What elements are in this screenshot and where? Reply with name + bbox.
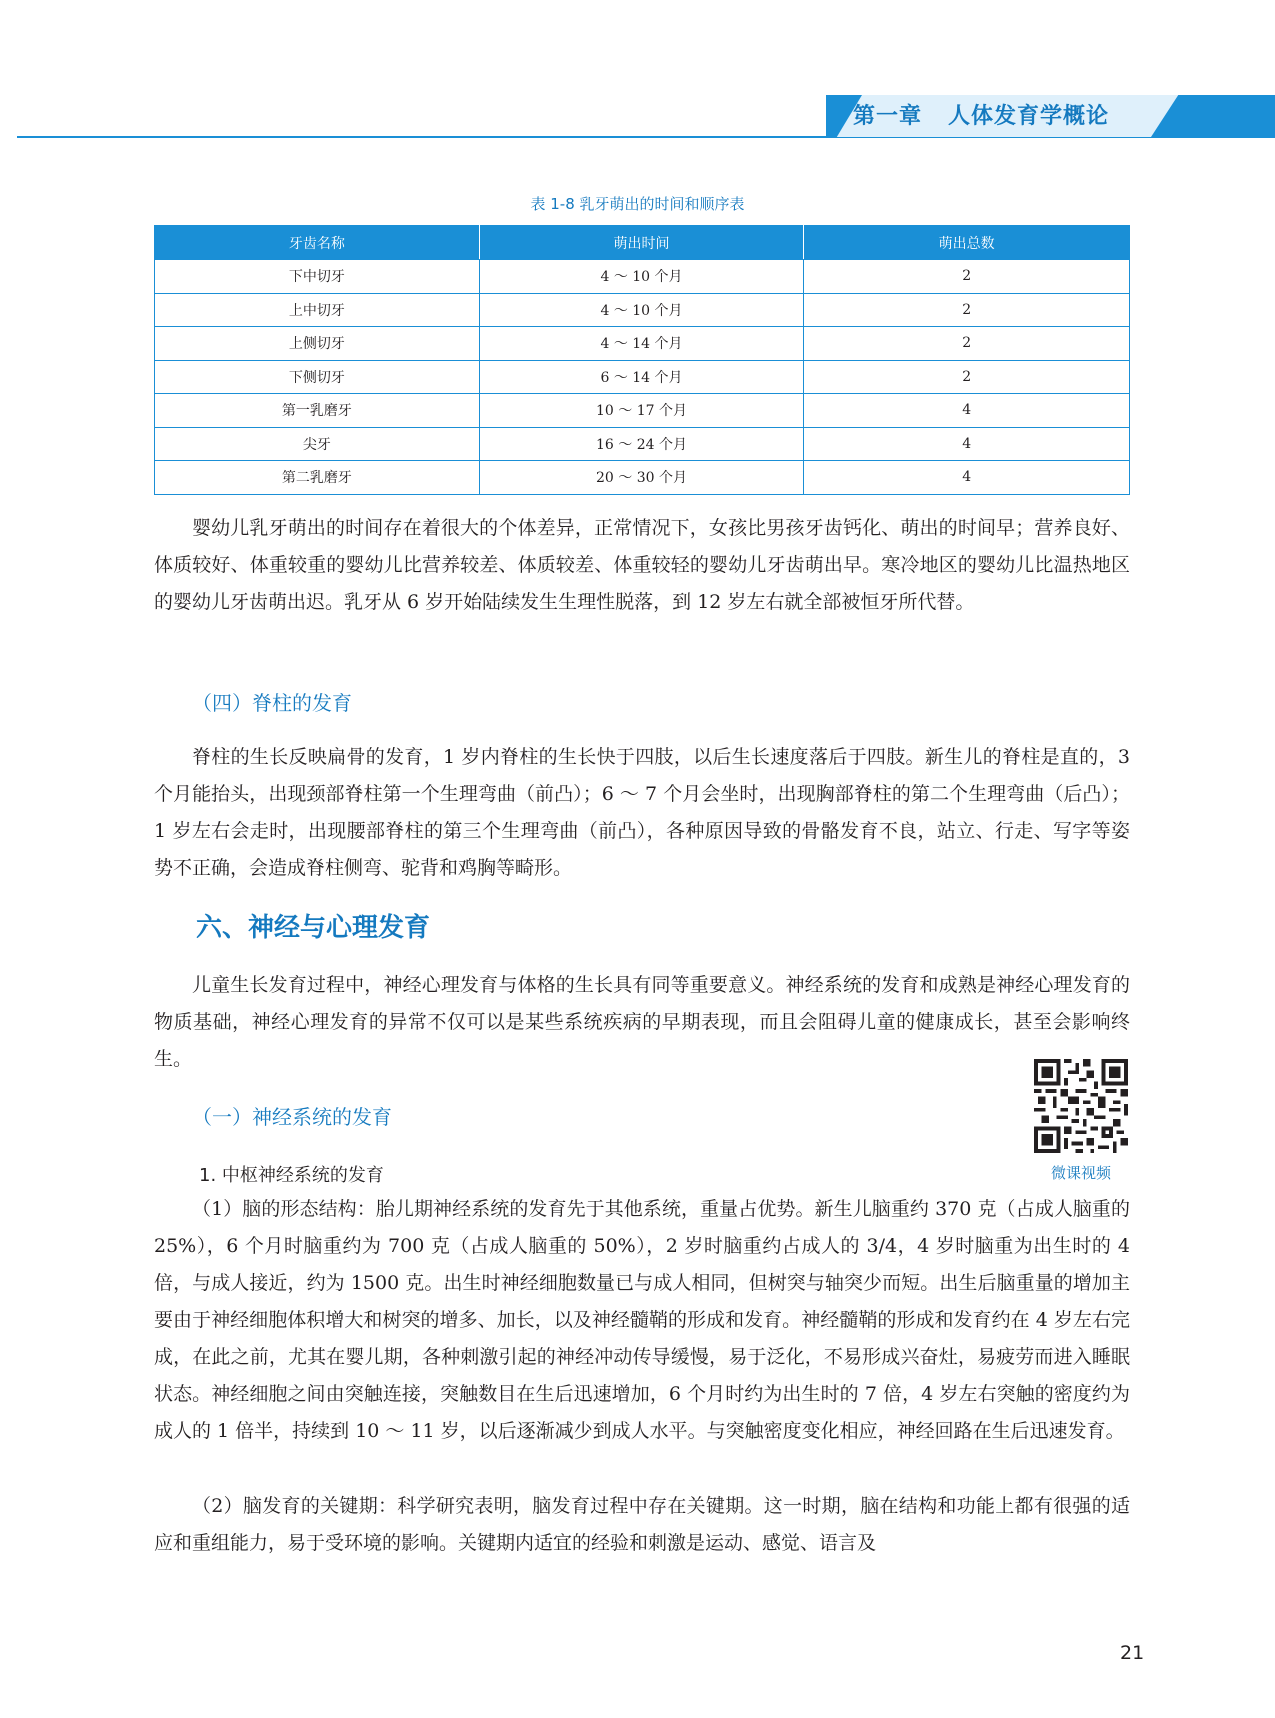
subheading-spine: （四）脊柱的发育: [192, 691, 352, 715]
table-row: [155, 360, 1130, 394]
table-row: [155, 260, 1130, 294]
eruption-count-cell: 2: [804, 360, 1130, 394]
eruption-time-cell: 4 ～ 10 个月: [479, 260, 804, 294]
eruption-count-cell: 4: [804, 461, 1130, 495]
paragraph-critical-period: （2）脑发育的关键期：科学研究表明，脑发育过程中存在关键期。这一时期，脑在结构和功能上都有很强的适应和重组能力，易于受环境的影响。关键期内适宜的经验和刺激是运动、感觉、语言及: [154, 1495, 1130, 1554]
column-header: 萌出总数: [804, 226, 1130, 260]
eruption-time-cell: 20 ～ 30 个月: [479, 461, 804, 495]
qr-label: 微课视频: [1050, 1164, 1111, 1182]
table-row: [155, 394, 1130, 428]
teeth-eruption-table: [154, 225, 1130, 495]
table-row: [155, 427, 1130, 461]
paragraph-brain-structure: （1）脑的形态结构：胎儿期神经系统的发育先于其他系统，重量占优势。新生儿脑重约 370 克（占成人脑重的 25%），6 个月时脑重约为 700 克（占成人脑重的 50%），2 岁时脑重约占成人的 3/4，4 岁时脑重为出生时的 4 倍，与成人接近，约为 1500 克。出生时神经细胞数量已与成人相同，但树突与轴突少而短。出生后脑重量的增加主要由于神经细胞体积增大和树突的增多、加长，以及神经髓鞘的形成和发育。神经髓鞘的形成和发育约在 4 岁左右完成，在此之前，尤其在婴儿期，各种刺激引起的神经冲动传导缓慢，易于泛化，不易形成兴奋灶，易疲劳而进入睡眠状态。神经细胞之间由突触连接，突触数目在生后迅速增加，6 个月时约为出生时的 7 倍，4 岁左右突触的密度约为成人的 1 倍半，持续到 10 ～ 11 岁，以后逐渐减少到成人水平。与突触密度变化相应，神经回路在生后迅速发育。: [154, 1198, 1130, 1442]
tooth-name-cell: 第二乳磨牙: [155, 461, 480, 495]
chapter-tab-end: [1151, 95, 1275, 137]
eruption-time-cell: 6 ～ 14 个月: [479, 360, 804, 394]
tooth-name-cell: 上中切牙: [155, 293, 480, 327]
subheading-nervous-system: （一）神经系统的发育: [192, 1105, 392, 1129]
eruption-time-cell: 4 ～ 10 个月: [479, 293, 804, 327]
chapter-title: 第一章 人体发育学概论: [853, 104, 1109, 129]
qr-code-icon[interactable]: [1034, 1059, 1128, 1153]
tooth-name-cell: 上侧切牙: [155, 327, 480, 361]
eruption-count-cell: 4: [804, 427, 1130, 461]
table-caption: 表 1-8 乳牙萌出的时间和顺序表: [530, 195, 745, 213]
eruption-count-cell: 4: [804, 394, 1130, 428]
page-number: 21: [1120, 1642, 1145, 1664]
tooth-name-cell: 尖牙: [155, 427, 480, 461]
tooth-name-cell: 下中切牙: [155, 260, 480, 294]
tooth-name-cell: 第一乳磨牙: [155, 394, 480, 428]
eruption-count-cell: 2: [804, 327, 1130, 361]
column-header: 萌出时间: [479, 226, 804, 260]
paragraph-teeth: 婴幼儿乳牙萌出的时间存在着很大的个体差异，正常情况下，女孩比男孩牙齿钙化、萌出的时间早；营养良好、体质较好、体重较重的婴幼儿比营养较差、体质较差、体重较轻的婴幼儿牙齿萌出早。寒冷地区的婴幼儿比温热地区的婴幼儿牙齿萌出迟。乳牙从 6 岁开始陆续发生生理性脱落，到 12 岁左右就全部被恒牙所代替。: [154, 517, 1130, 613]
subheading-cns: 1. 中枢神经系统的发育: [199, 1165, 384, 1186]
paragraph-neuro: 儿童生长发育过程中，神经心理发育与体格的生长具有同等重要意义。神经系统的发育和成熟是神经心理发育的物质基础，神经心理发育的异常不仅可以是某些系统疾病的早期表现，而且会阻碍儿童的健康成长，甚至会影响终生。: [154, 974, 1130, 1070]
eruption-time-cell: 16 ～ 24 个月: [479, 427, 804, 461]
eruption-time-cell: 4 ～ 14 个月: [479, 327, 804, 361]
table-row: [155, 293, 1130, 327]
table-row: [155, 327, 1130, 361]
section-heading: 六、神经与心理发育: [196, 913, 431, 943]
tooth-name-cell: 下侧切牙: [155, 360, 480, 394]
eruption-count-cell: 2: [804, 260, 1130, 294]
eruption-count-cell: 2: [804, 293, 1130, 327]
eruption-time-cell: 10 ～ 17 个月: [479, 394, 804, 428]
column-header: 牙齿名称: [155, 226, 480, 260]
table-row: [155, 461, 1130, 495]
table-header-row: [155, 226, 1130, 260]
paragraph-spine: 脊柱的生长反映扁骨的发育，1 岁内脊柱的生长快于四肢，以后生长速度落后于四肢。新生儿的脊柱是直的，3 个月能抬头，出现颈部脊柱第一个生理弯曲（前凸）；6 ～ 7 个月会坐时，出现胸部脊柱的第二个生理弯曲（后凸）；1 岁左右会走时，出现腰部脊柱的第三个生理弯曲（前凸），各种原因导致的骨骼发育不良，站立、行走、写字等姿势不正确，会造成脊柱侧弯、驼背和鸡胸等畸形。: [154, 746, 1130, 879]
